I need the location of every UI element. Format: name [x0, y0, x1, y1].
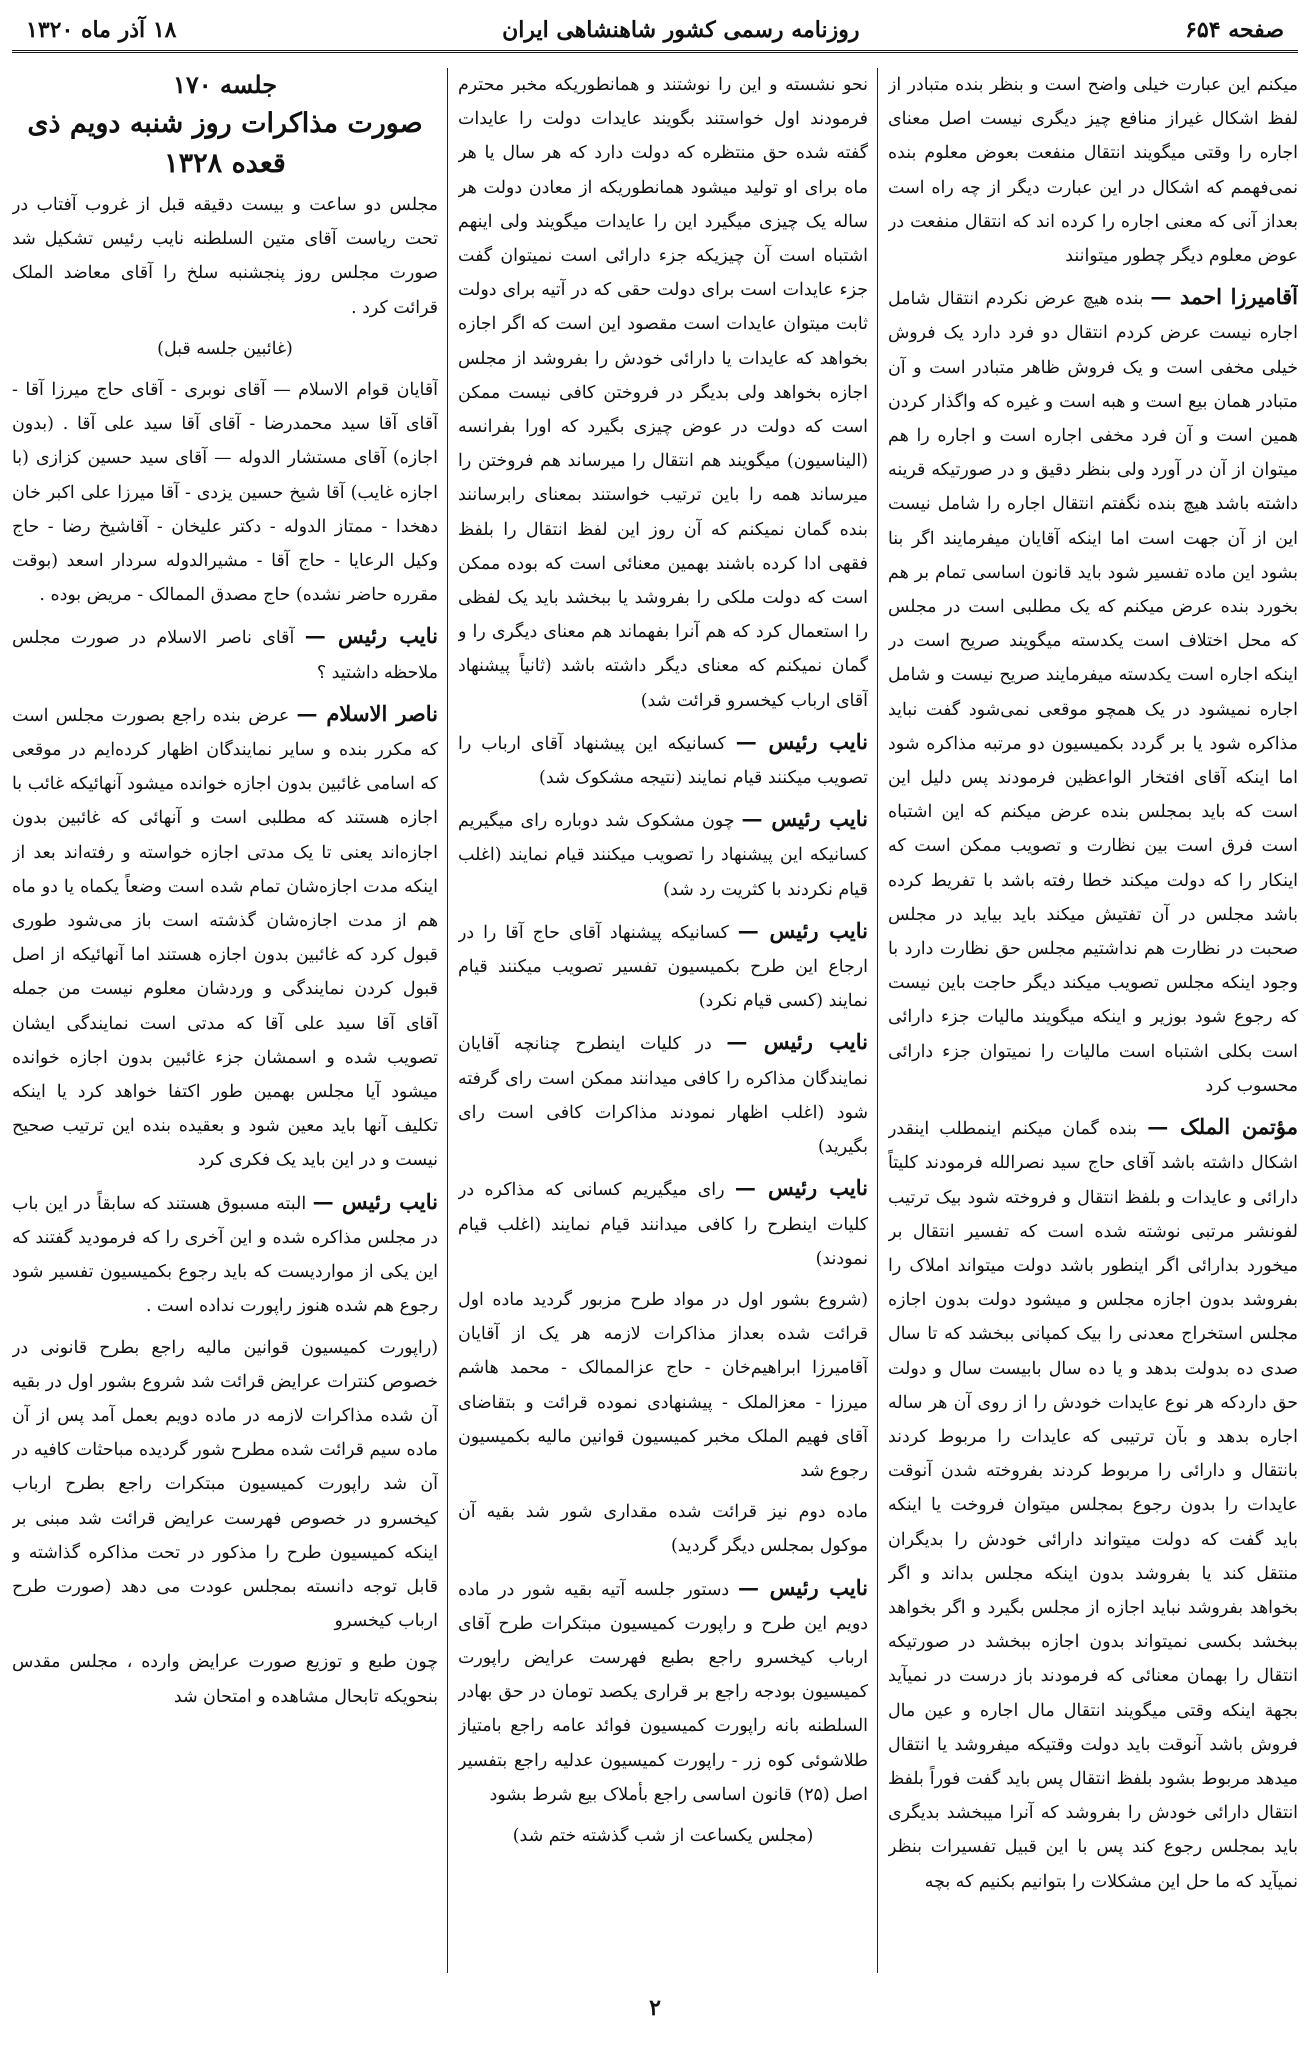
speech-text: کسانیکه پیشنهاد آقای حاج آقا را در ارجاع این طرح بکمیسیون تفسیر تصویب میکنند قیام نمایند (کسی قیام نکرد)	[458, 922, 868, 1012]
speech	[888, 1110, 1298, 1899]
paragraph: مجلس دو ساعت و بیست دقیقه قبل از غروب آفتاب در تحت ریاست آقای متین السلطنه نایب رئیس تشکیل شد صورت مجلس روز پنجشنبه سلخ را آقای معاضد الملک قرائت کرد .	[12, 195, 438, 318]
session-heading: صورت مذاکرات روز شنبه دویم ذی قعده ۱۳۲۸	[27, 108, 423, 179]
speech-text: رای میگیریم کسانی که مذاکره در کلیات اینطرح را کافی میدانند قیام نمایند (اغلب قیام نمودند)	[458, 1180, 868, 1269]
absent-title: (غائبین جلسه قبل)	[157, 338, 293, 359]
speech	[458, 1571, 868, 1812]
speech-text: در کلیات اینطرح چنانچه آقایان نمایندگان مذاکره را کافی میدانند ممکن است رای گرفته شود (اغلب اظهار نمودند مذاکرات کافی است رای بگیرید)	[458, 1034, 868, 1158]
speaker-name: نایب رئیس —	[304, 623, 438, 649]
speech-text: عرض بنده راجع بصورت مجلس است که مکرر بنده و سایر نمایندگان اظهار کرده‌ایم در موقعی که اسامی غائبین بدون اجازه خوانده میشود آنهائیکه غائب با اجازه هستند که مطلبی است و آنهائی که غائبین بدون اجازه‌اند یعنی تا یک مدتی اجازه خواسته و رفته‌اند بعد از اینکه مدت اجازه‌شان تمام شده است وضعاً یکماه یا دو ماه هم از مدت اجازه‌شان گذشته است باز می‌شود طوری قبول کرد که غائبین بدون اجازه هستند اما آنهائیکه از اصل قبول کردن نمایندگی و وردشان معلوم نیست من جمله آقای آقا سید علی آقا که مدتی است نمایندگی ایشان تصویب شده و اسمشان جزء غائبین بدون اجازه خوانده میشود آیا مجلس بهمین طور اکتفا خواهد کرد یا اینکه تکلیف آنها باید معین شود و بعقیده بنده این ترتیب صحیح نیست و در این باید یک فکری کرد	[12, 705, 438, 1171]
paragraph: ماده دوم نیز قرائت شده مقداری شور شد بقیه آن موکول بمجلس دیگر گردید)	[458, 1502, 868, 1557]
speech	[458, 1025, 868, 1164]
speech	[888, 280, 1298, 1103]
page-header	[12, 10, 1298, 53]
speaker-name: نایب رئیس —	[737, 917, 868, 943]
speaker-name: نایب رئیس —	[726, 1029, 868, 1055]
speaker-name: نایب رئیس —	[738, 1574, 868, 1600]
paragraph: نحو نشسته و این را نوشتند و همانطوریکه مخبر محترم فرمودند اول خواستند بگویند عایدات دولت را عایدات گفته شده حق منتظره که دولت دارد که هر سال یا هر ماه برای او تولید میشود همانطوریکه از معادن دولت هر ساله یک چیزی میگیرد این را عایدات میگویند ولی اینهم اشتباه است آن چیزیکه جزء دارائی است نمیتوان گفت جزء عایدات است برای دولت حقی که در آتیه برای دولت ثابت میتوان عایدات است مقصود این است که اگر اجازه بخواهد که عایدات یا دارائی خودش را بفروشد از مجلس اجازه بخواهد ولی بدیگر در فروختن کافی نیست ممکن است که دولت در عوض چیزی بگیرد که اورا بفرانسه (الیناسیون) میگویند هم انتقال را میرساند هم فروختن را میرساند همه را باین ترتیب خواستند بمعنای رابرسانند بنده گمان نمیکنم که آن روز این لفظ انتقال را بلفظ فقهی ادا کرده باشند بهمین معنائی است که بوده ممکن است که دولت ملکی را بفروشد یا ببخشد باید یک لفظی را استعمال کرد که هم آنرا بفهماند هم معنای دیگری را و گمان نمیکنم که معنای دیگر داشته باشد (ثانیاً پیشنهاد آقای ارباب کیخسرو قرائت شد)	[458, 75, 868, 711]
speech-text: بنده گمان میکنم اینمطلب اینقدر اشکال داشته باشد آقای حاج سید نصرالله فرمودند کلیتاً دارائی و عایدات و بلفظ انتقال و فروخته شود بیک ترتیب لفونشر مرتبی نوشته شده است که تفسیر انتقال بر میخورد بدارائی اگر اینطور باشد دولت میتواند املاک را بفروشد بدون اجازه مجلس و میشود دولت بدون اجازه مجلس استخراج معدنی را بیک کمپانی ببخشد که تا سال صدی ده بدولت بدهد و یا ده سال بابیست سال و دولت حق داردکه هر نوع عایدات خودش را از روی آن هر ساله اجاره بدهد و بآن ترتیبی که عایدات را مربوط کردند بانتقال و دارائی را مربوط کردند بفروخته شدن آنوقت عایدات را بدون رجوع بمجلس میتوان فروخت یا اینکه باید گفت که دولت میتواند دارائی خودش را بدیگران منتقل کند یا بفروشد بدون اینکه مجلس بداند و اگر بخواهد بفروشد نباید اجازه از مجلس بگیرد و اگر بخواهد ببخشد بکسی نمیتواند بدون اجازه ببخشد در صورتیکه انتقال را بهمان معنائی که فرمودند باز درست در نمیآید بجهة اینکه وقتی میگویند انتقال مال اجاره و عین مال فروش باشد آنوقت باید دولت وقتیکه میفروشد یا انتقال میدهد مربوط بشود بلفظ انتقال پس باید گفت فوراً بلفظ انتقال دارائی خودش را بفروشد که آنرا میبخشد بدیگری باید بمجلس رجوع کند پس با این قبیل تفسیرات بنظر نمیآید که ما حل این مشکلات را بتوانیم بکنیم که بچه	[888, 1119, 1298, 1892]
newspaper-title: روزنامه رسمی کشور شاهنشاهی ایران	[502, 17, 860, 43]
speaker-name: نایب رئیس —	[312, 1188, 438, 1214]
paragraph: میکنم این عبارت خیلی واضح است و بنظر بنده متبادر از لفظ اشکال غیراز منافع چیز دیگری نیست اصل معنای اجاره را وقتی میگویند انتقال منفعت بعوض معلوم بنده نمی‌فهمم که اشکال در این عبارت دیگر از چه راه است بعداز آنی که معنی اجاره را کرده اند که انتقال منفعت در عوض معلوم دیگر چطور میتوانند	[888, 75, 1298, 267]
right-column	[888, 68, 1298, 1973]
speech	[12, 1185, 438, 1324]
speech-text: البته مسبوق هستند که سابقاً در این باب در مجلس مذاکره شده و این آخری را که فرمودید گفتند که این یکی از مواردیست که باید رجوع بکمیسیون تفسیر شود رجوع هم شده هنوز راپورت نداده است .	[12, 1193, 438, 1317]
speech	[458, 725, 868, 795]
speech	[458, 1171, 868, 1276]
speech-text: دستور جلسه آتیه بقیه شور در ماده دویم این طرح و راپورت کمیسیون مبتکرات طرح آقای ارباب کیخسرو راجع بطبع فهرست عرایض راپورت کمیسیون بودجه راجع بر قراری یکصد تومان در حق بهادر السلطنه بانه راپورت کمیسیون فوائد عامه راجع بامتیاز طلاشوئی کوه زر - راپورت کمیسیون عدلیه راجع بتفسیر اصل (۲۵) قانون اساسی راجع بأملاک بیع شرط بشود	[458, 1579, 868, 1805]
newspaper-page	[12, 10, 1298, 2035]
speech-text: کسانیکه این پیشنهاد آقای ارباب را تصویب میکنند قیام نمایند (نتیجه مشکوک شد)	[458, 733, 868, 789]
paragraph: چون طبع و توزیع صورت عرایض وارده ، مجلس مقدس بنحویکه تابحال مشاهده و امتحان شد	[12, 1652, 438, 1707]
session-number: جلسه ۱۷۰	[172, 70, 278, 99]
speaker-name: مؤتمن الملک —	[1147, 1114, 1298, 1140]
speech	[12, 697, 438, 1178]
speaker-name: نایب رئیس —	[734, 1175, 868, 1201]
absent-list: آقایان قوام الاسلام — آقای نوبری - آقای حاج میرزا آقا - آقای آقا سید محمدرضا - آقای آقا سید علی آقا . (بدون اجازه) آقای مستشار الدوله — آقای سید حسین کزازی (با اجازه غایب) آقا شیخ حسین یزدی - آقا میرزا علی اکبر خان دهخدا - ممتاز الدوله - دکتر علیخان - آقاشیخ رضا - حاج وکیل الرعایا - حاج آقا - مشیرالدوله سردار اسعد (بوقت مقرره حاضر نشده) حاج مصدق الممالک - مریض بوده .	[12, 380, 438, 606]
middle-column	[458, 68, 868, 1973]
column-divider	[877, 68, 878, 1973]
speaker-name: نایب رئیس —	[741, 806, 868, 832]
speaker-name: ناصر الاسلام —	[296, 700, 438, 726]
closing-note: (مجلس یکساعت از شب گذشته ختم شد)	[512, 1825, 814, 1846]
page-label: صفحه ۶۵۴	[1185, 17, 1284, 43]
speech-text: بنده هیچ عرض نکردم انتقال شامل اجاره نیست عرض کردم انتقال دو فرد دارد یک فروش خیلی مخفی است و یک فروش ظاهر متبادر است و آن متبادر همان بیع است و هبه است و غیره که واگذار کردن همین است و آن فرد مخفی اجاره است و اجاره را هم میتوان از آن در آورد ولی بنظر دقیق و در صورتیکه قرینه داشته باشد هیچ بنده نگفتم انتقال اجاره را شامل نیست این از آن جهت است اما اینکه آقایان میفرمایند اگر بنا بشود این ماده تفسیر شود باید قانون اساسی تمام بر هم بخورد بنده عرض میکنم که یک مطلبی است در مجلس که محل اختلاف است یکدسته میگویند صریح است در اینکه اجاره است یکدسته میفرمایند صریح نیست و شامل اجاره نمیشود در یک همچو موقعی نمی‌شود گفت نباید مذاکره شود یا بر گردد بکمیسیون دو مرتبه مذاکره شود اما اینکه آقای افتخار الواعظین فرمودند پس دلیل این است که باید بمجلس بنده عرض میکنم که این اشتباه است فرق است بین نظارت و تصویب ممکن است که اینکار را که دولت میکند خطا رفته باشد با تفریط کرده باشد مجلس در آن تفتیش میکند باید بیاید در مجلس صحبت در نظارت هم نداشتیم مجلس حق نظارت دارد با وجود اینکه مجلس تصویب میکند دیگر حاجت باین نیست که رجوع شود بوزیر و اینکه میگویند مالیات جزء دارائی است بکلی اشتباه است مالیات را نمیتوان جزء دارائی محسوب کرد	[888, 289, 1298, 1096]
page-number: ۲	[649, 1995, 661, 2021]
speech	[12, 619, 438, 689]
speech	[458, 802, 868, 907]
speech-text: چون مشکوک شد دوباره رای میگیریم کسانیکه این پیشنهاد را تصویب میکنند قیام نمایند (اغلب قیام نکردند با کثریت رد شد)	[458, 811, 868, 900]
speech-text: آقای ناصر الاسلام در صورت مجلس ملاحظه داشتید ؟	[12, 628, 438, 683]
column-divider	[447, 68, 448, 1973]
paragraph: (شروع بشور اول در مواد طرح مزبور گردید ماده اول قرائت شده بعداز مذاکرات لازمه هر یک از آقایان آقامیرزا ابراهیم‌خان - حاج عزالممالک - محمد هاشم میرزا - معزالملک - پیشنهادی نموده قرائت و بتقاضای آقای فهیم الملک مخبر کمیسیون قوانین مالیه بکمیسیون رجوع شد	[458, 1289, 868, 1481]
speech	[458, 914, 868, 1019]
issue-date: ۱۸ آذر ماه ۱۳۲۰	[26, 17, 177, 43]
speaker-name: نایب رئیس —	[735, 728, 868, 754]
left-column	[12, 68, 438, 1973]
paragraph: (راپورت کمیسیون قوانین مالیه راجع بطرح قانونی در خصوص کنترات عرایض قرائت شد شروع بشور اول در بقیه آن شده مذاکرات لازمه در ماده دویم بعمل آمد پس از آن ماده سیم قرائت شده مطرح شور گردیده مباحثات کافیه در آن شد راپورت کمیسیون مبتکرات راجع بطرح ارباب کیخسرو در خصوص فهرست عرایض قرائت شد مبنی بر اینکه کمیسیون طرح را مذکور در تحت مذاکره گذاشته و قابل توجه دانسته بمجلس عودت می دهد (صورت طرح ارباب کیخسرو	[12, 1337, 438, 1632]
speaker-name: آقامیرزا احمد —	[1150, 284, 1298, 310]
